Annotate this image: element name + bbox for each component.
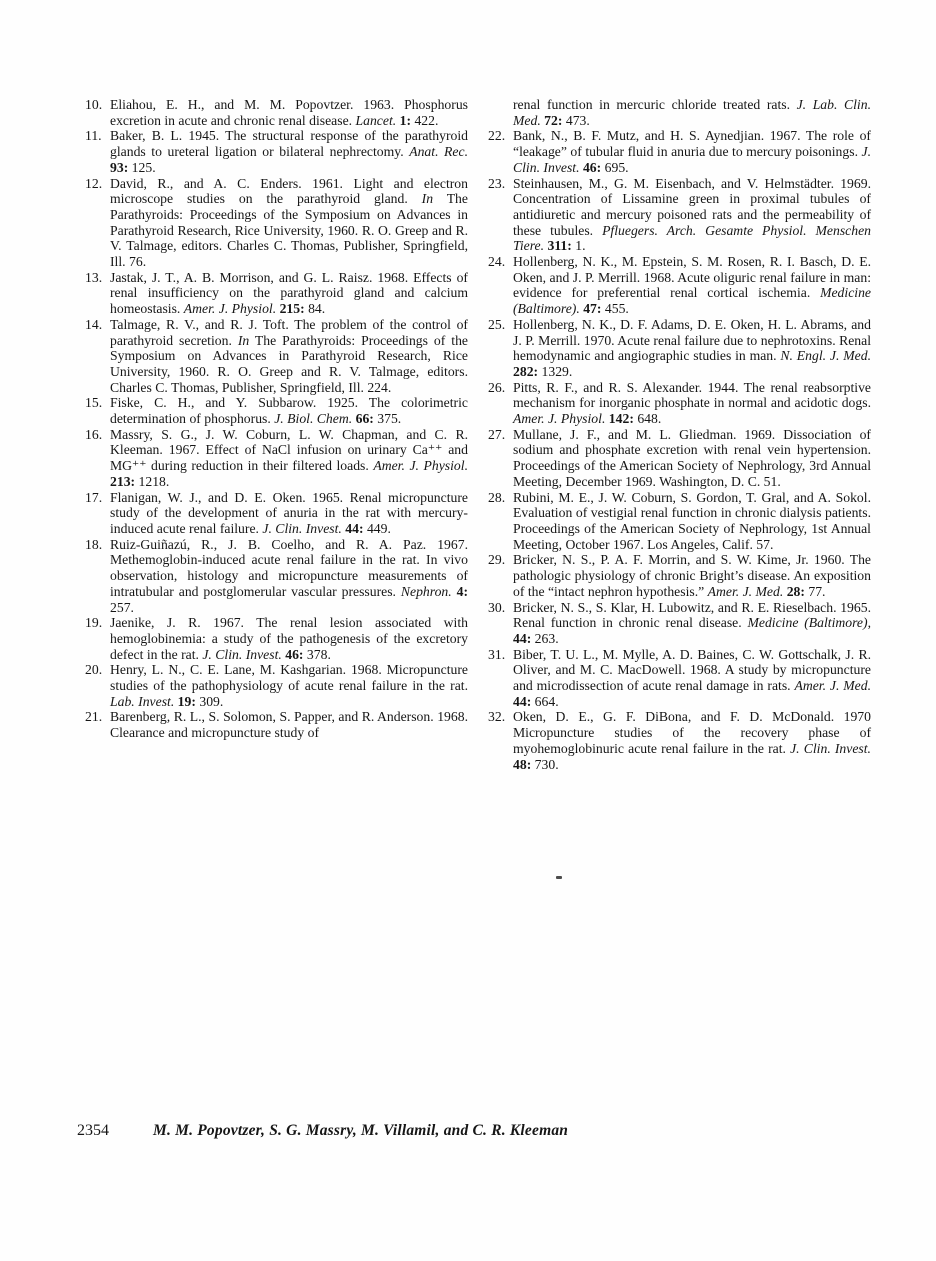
reference-text [110, 270, 468, 317]
reference-text-segment: Amer. J. Physiol. [513, 411, 606, 427]
reference-item [85, 270, 468, 317]
reference-text-segment: 77. [804, 583, 826, 599]
reference-text-segment: 142: [608, 411, 634, 427]
reference-text-segment: 213: [110, 473, 136, 489]
reference-text-segment: Massry, S. G., J. W. Coburn, L. W. Chapman, and C. R. Kleeman. 1967. Effect of NaCl infusion on urinary Ca⁺⁺ and MG⁺⁺ during reduction in their filtered loads. [110, 426, 468, 474]
reference-item [85, 427, 468, 490]
reference-text [513, 254, 871, 317]
reference-text-segment: J. Clin. Invest. [790, 740, 871, 756]
reference-text [110, 709, 468, 740]
reference-text-segment: Amer. J. Med. [707, 583, 784, 599]
reference-item [85, 537, 468, 616]
reference-text-segment: 311: [547, 238, 572, 254]
reference-item [85, 709, 468, 740]
reference-text-segment: Nephron. [400, 583, 452, 599]
reference-text-segment: Jastak, J. T., A. B. Morrison, and G. L. Raisz. 1968. Effects of renal insufficiency on the parathyroid gland and calcium homeostasis. [110, 269, 468, 317]
reference-text-segment: Eliahou, E. H., and M. M. Popovtzer. 1963. Phosphorus excretion in acute and chronic renal disease. [110, 97, 468, 128]
reference-number: 30. [488, 599, 506, 615]
reference-number: 10. [85, 97, 103, 112]
reference-item [488, 490, 871, 553]
reference-text-segment: 1329. [538, 363, 573, 379]
reference-text [513, 176, 871, 255]
reference-text-segment: 730. [531, 756, 559, 772]
reference-text-segment: Amer. J. Physiol. [183, 301, 277, 317]
reference-item [488, 552, 871, 599]
reference-text-segment: Pfluegers. Arch. Gesamte Physiol. Menschen Tiere. [513, 222, 871, 254]
reference-text-segment: Amer. J. Med. [794, 678, 871, 694]
reference-text-segment: Lancet. [355, 112, 397, 128]
reference-text [110, 128, 468, 175]
reference-item [488, 380, 871, 427]
reference-item [85, 395, 468, 426]
reference-item [85, 97, 468, 128]
reference-text-segment: J. Lab. Clin. Med. [513, 97, 871, 128]
reference-text-segment: 375. [373, 411, 402, 427]
reference-text-segment: Pitts, R. F., and R. S. Alexander. 1944. The renal reabsorptive mechanism for inorganic phosphate in normal and acidotic dogs. [513, 379, 871, 411]
reference-text-segment: 44: [513, 693, 532, 709]
reference-text-segment: J. Clin. Invest. [202, 646, 282, 662]
reference-text-segment: 1218. [135, 473, 170, 489]
reference-text-segment: 125. [128, 159, 156, 175]
reference-item [85, 128, 468, 175]
reference-text-segment: Steinhausen, M., G. M. Eisenbach, and V. Helmstädter. 1969. Concentration of Lissamine green in proximal tubules of antidiuretic and mercury poisoned rats and the permeability of these tubules. [513, 175, 871, 238]
reference-item [85, 490, 468, 537]
reference-text-segment: 282: [513, 363, 539, 379]
print-artifact-speck [556, 876, 562, 879]
reference-number: 24. [488, 254, 506, 270]
reference-number: 12. [85, 175, 103, 191]
reference-text [110, 662, 468, 709]
reference-text-segment: J. Biol. Chem. [274, 411, 353, 427]
reference-number: 17. [85, 489, 103, 505]
reference-text-segment: Ruiz-Guiñazú, R., J. B. Coelho, and R. A. Paz. 1967. Methemoglobin-induced acute renal failure in the rat. In vivo observation, histology and micropuncture measurements of intratubular and postglomerular vascular pressures. [110, 536, 468, 599]
reference-text [110, 490, 468, 537]
reference-text-segment: 664. [531, 693, 559, 709]
reference-text-segment: J. Clin. Invest. [262, 520, 342, 536]
reference-text-segment: Bank, N., B. F. Mutz, and H. S. Aynedjian. 1967. The role of “leakage” of tubular fluid in anuria due to mercury poisonings. [513, 128, 871, 160]
reference-text-segment: 44: [513, 630, 532, 646]
reference-text [110, 176, 468, 270]
reference-item [488, 128, 871, 175]
reference-number: 23. [488, 175, 506, 191]
reference-text-segment: Mullane, J. F., and M. L. Gliedman. 1969. Dissociation of sodium and phosphate excretion with renal vein hypertension. Proceedings of the American Society of Nephrology, 3rd Annual Meeting, December 1969. Washington, D. C. 51. [513, 426, 871, 489]
references-column-right [488, 97, 871, 772]
reference-text-segment: Baker, B. L. 1945. The structural response of the parathyroid glands to ureteral ligation or bilateral nephrectomy. [110, 128, 468, 160]
reference-text-segment: Bricker, N. S., P. A. F. Morrin, and S. W. Kime, Jr. 1960. The pathologic physiology of chronic Bright’s disease. An exposition of the “intact nephron hypothesis.” [513, 552, 871, 599]
reference-number: 25. [488, 316, 506, 332]
reference-item [85, 317, 468, 396]
footer-authors: M. M. Popovtzer, S. G. Massry, M. Villamil, and C. R. Kleeman [153, 1122, 569, 1139]
reference-text-segment: Oken, D. E., G. F. DiBona, and F. D. McDonald. 1970 Micropuncture studies of the recovery phase of myohemoglobinuric acute renal failure in the rat. [513, 709, 871, 756]
reference-text-segment: Jaenike, J. R. 1967. The renal lesion associated with hemoglobinemia: a study of the pathogenesis of the excretory defect in the rat. [110, 615, 468, 662]
reference-number: 20. [85, 662, 103, 678]
reference-number: 18. [85, 536, 103, 552]
reference-text-segment: 263. [531, 630, 559, 646]
reference-text [110, 427, 468, 490]
reference-text [513, 427, 871, 490]
reference-text [110, 395, 468, 426]
reference-item [488, 317, 871, 380]
reference-text [513, 97, 871, 128]
reference-item [488, 647, 871, 710]
reference-text-segment: 28: [786, 583, 805, 599]
reference-text-segment: N. Engl. J. Med. [780, 348, 871, 364]
reference-item [488, 176, 871, 255]
reference-text-segment: 47: [583, 301, 602, 317]
reference-number: 26. [488, 379, 506, 395]
reference-text-segment: 84. [304, 301, 326, 317]
reference-number: 13. [85, 269, 103, 285]
reference-text-segment: 93: [110, 159, 129, 175]
reference-text-segment: 648. [633, 411, 662, 427]
reference-text-segment: 1: [399, 112, 412, 128]
reference-text [513, 709, 871, 772]
reference-number: 19. [85, 615, 103, 631]
reference-text-segment: 473. [562, 112, 590, 128]
page-footer [77, 1122, 568, 1140]
reference-text-segment: 48: [513, 756, 532, 772]
reference-number: 14. [85, 316, 103, 332]
reference-number: 32. [488, 709, 506, 725]
reference-text-segment: Amer. J. Physiol. [373, 458, 468, 474]
reference-text-segment: 449. [363, 520, 391, 536]
reference-text-segment: 4: [456, 583, 468, 599]
reference-text-segment: The Parathyroids: Proceedings of the Symposium on Advances in Parathyroid Research, Rice University, 1960. R. O. Greep and R. V. Talmage, editors. Charles C. Thomas, Publisher, Springfield, Ill. 76. [110, 191, 468, 270]
reference-text [110, 97, 468, 128]
reference-text-segment: Lab. Invest. [110, 693, 175, 709]
reference-text-segment: , [867, 615, 871, 631]
reference-text-segment: J. Clin. Invest. [513, 144, 871, 175]
reference-text-segment: Medicine (Baltimore). [513, 285, 871, 317]
reference-item [488, 600, 871, 647]
reference-item [85, 662, 468, 709]
reference-text-segment: 215: [279, 301, 305, 317]
reference-text-segment: Fiske, C. H., and Y. Subbarow. 1925. The colorimetric determination of phosphorus. [110, 395, 468, 427]
reference-number: 27. [488, 426, 506, 442]
reference-number: 29. [488, 552, 506, 568]
reference-text-segment: David, R., and A. C. Enders. 1961. Light and electron microscope studies on the parathyroid gland. [110, 175, 468, 207]
reference-text-segment: The Parathyroids: Proceedings of the Symposium on Advances in Parathyroid Research, Rice University, 1960. R. O. Greep and R. V. Talmage, editors. Charles C. Thomas, Publisher, Springfield, Ill. 224. [110, 332, 468, 395]
reference-text-segment: 378. [303, 646, 331, 662]
reference-text-segment: 66: [355, 411, 374, 427]
references-section [85, 97, 871, 772]
reference-text-segment: 46: [582, 159, 602, 175]
reference-number: 28. [488, 489, 506, 505]
reference-text [513, 317, 871, 380]
reference-text-segment: 257. [110, 599, 134, 615]
reference-text-segment: Rubini, M. E., J. W. Coburn, S. Gordon, T. Gral, and A. Sokol. Evaluation of vestigial renal function in chronic dialysis patients. Proceedings of the American Society of Nephrology, 1st Annual Meeting, October 1967. Los Angeles, Calif. 57. [513, 489, 871, 552]
reference-text [110, 537, 468, 616]
page-number: 2354 [77, 1122, 109, 1139]
reference-text-segment: Hollenberg, N. K., M. Epstein, S. M. Rosen, R. I. Basch, D. E. Oken, and J. P. Merrill. 1968. Acute oliguric renal failure in man: evidence for preferential renal cortical ischemia. [513, 254, 871, 301]
reference-text-segment: 695. [601, 159, 629, 175]
reference-text-segment: Biber, T. U. L., M. Mylle, A. D. Baines, C. W. Gottschalk, J. R. Oliver, and M. C. MacDowell. 1968. A study by micropuncture and microdissection of acute renal damage in rats. [513, 646, 871, 694]
reference-text [513, 647, 871, 710]
reference-text-segment: 455. [601, 301, 629, 317]
reference-number: 11. [85, 128, 102, 144]
reference-text-segment: Barenberg, R. L., S. Solomon, S. Papper, and R. Anderson. 1968. Clearance and micropuncture study of [110, 709, 468, 741]
reference-text-segment: Henry, L. N., C. E. Lane, M. Kashgarian. 1968. Micropuncture studies of the pathophysiology of acute renal failure in the rat. [110, 662, 468, 694]
reference-text [513, 600, 871, 647]
reference-item [488, 254, 871, 317]
reference-number: 22. [488, 128, 506, 144]
reference-text-segment: 309. [195, 693, 224, 709]
reference-text-segment: 422. [411, 112, 439, 128]
reference-text-segment: Medicine (Baltimore) [747, 615, 868, 631]
reference-text-segment: In [421, 191, 434, 207]
reference-text-segment: 19: [177, 693, 196, 709]
reference-text [110, 317, 468, 396]
reference-item [488, 97, 871, 128]
reference-text-segment: 1. [571, 238, 586, 254]
reference-item [85, 615, 468, 662]
reference-text [513, 552, 871, 599]
reference-text-segment: Anat. Rec. [409, 144, 468, 160]
reference-text-segment: 46: [285, 646, 304, 662]
reference-text [513, 128, 871, 175]
references-column-left [85, 97, 468, 772]
reference-number: 16. [85, 426, 103, 442]
reference-item [488, 709, 871, 772]
reference-text [110, 615, 468, 662]
reference-text-segment: 44: [345, 520, 364, 536]
reference-number: 15. [85, 395, 103, 411]
reference-text-segment: Flanigan, W. J., and D. E. Oken. 1965. Renal micropuncture study of the development of anuria in the rat with mercury-induced acute renal failure. [110, 489, 468, 536]
reference-text [513, 380, 871, 427]
reference-number: 31. [488, 646, 506, 662]
reference-text-segment: Hollenberg, N. K., D. F. Adams, D. E. Oken, H. L. Abrams, and J. P. Merrill. 1970. Acute renal failure due to nephrotoxins. Renal hemodynamic and angiographic studies in man. [513, 316, 871, 364]
reference-item [488, 427, 871, 490]
reference-text-segment: Talmage, R. V., and R. J. Toft. The problem of the control of parathyroid secretion. [110, 316, 468, 348]
reference-number: 21. [85, 709, 103, 725]
reference-text-segment: In [237, 332, 250, 348]
reference-item [85, 176, 468, 270]
reference-text-segment: renal function in mercuric chloride treated rats. [513, 97, 797, 112]
reference-text-segment: 72: [544, 112, 563, 128]
reference-text-segment: Bricker, N. S., S. Klar, H. Lubowitz, and R. E. Rieselbach. 1965. Renal function in chronic renal disease. [513, 599, 871, 631]
reference-text [513, 490, 871, 553]
